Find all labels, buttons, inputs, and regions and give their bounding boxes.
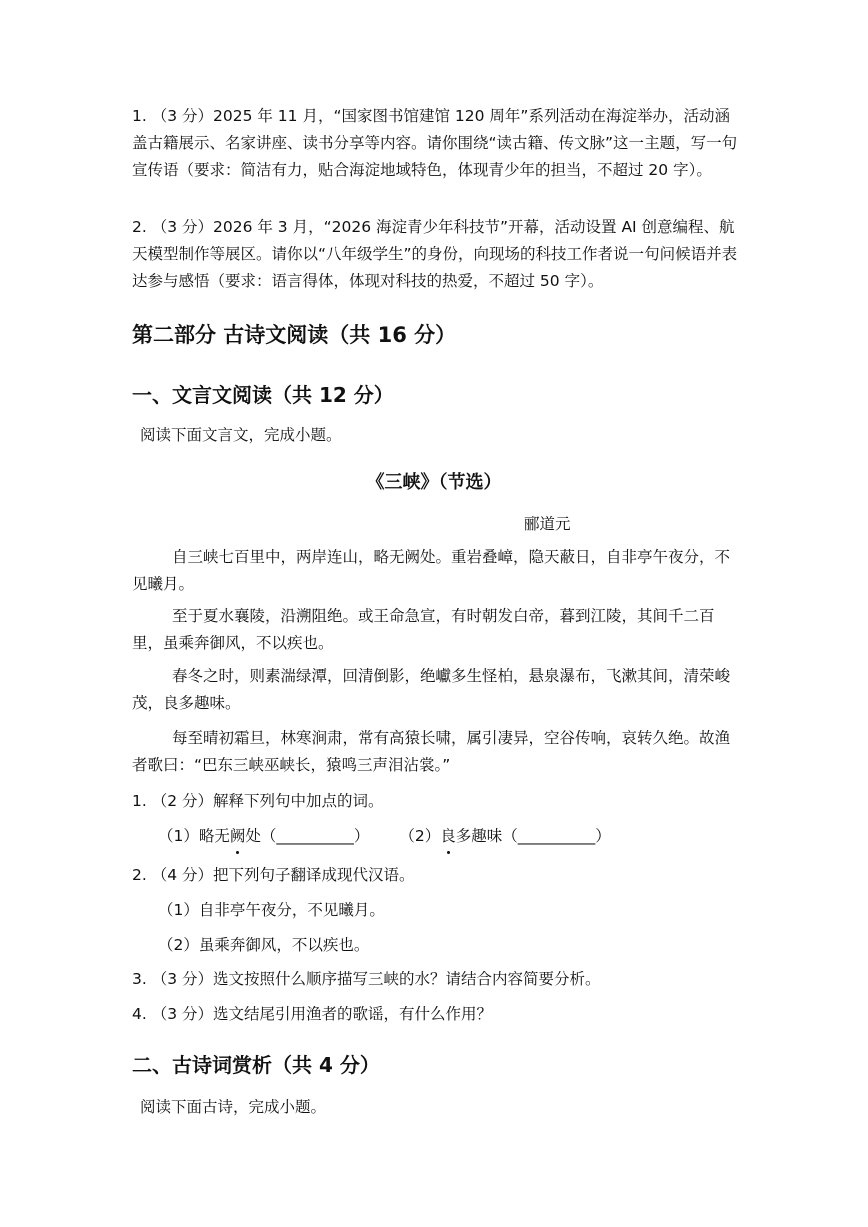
reading-question-3: 3. （3 分）选文按照什么顺序描写三峡的水？请结合内容简要分析。 <box>132 970 601 988</box>
reading-question-2-item-1: （1）自非亭午夜分，不见曦月。 <box>158 901 385 919</box>
item-2-prefix: （2） <box>399 827 441 845</box>
item-1-suffix: 处（__________） <box>245 827 370 845</box>
item-2-suffix: 多趣味（__________） <box>455 827 611 845</box>
reading-question-2: 2. （4 分）把下列句子翻译成现代汉语。 <box>132 866 415 884</box>
section-heading-poetry: 二、古诗词赏析（共 4 分） <box>132 1053 380 1077</box>
item-1-prefix: （1）略无 <box>158 827 230 845</box>
passage-paragraph: 春冬之时，则素湍绿潭，回清倒影，绝巘多生怪柏，悬泉瀑布，飞漱其间，清荣峻茂，良多趣味。 <box>132 667 731 712</box>
passage-paragraph: 至于夏水襄陵，沿溯阻绝。或王命急宣，有时朝发白帝，暮到江陵，其间千二百里，虽乘奔御风，不以疾也。 <box>132 607 715 652</box>
passage-author: 郦道元 <box>524 515 571 533</box>
passage-paragraph: 自三峡七百里中，两岸连山，略无阙处。重岩叠嶂，隐天蔽日，自非亭午夜分，不见曦月。 <box>132 548 731 593</box>
reading-question-1: 1. （2 分）解释下列句中加点的词。 <box>132 792 384 810</box>
passage-paragraph: 每至晴初霜旦，林寒涧肃，常有高猿长啸，属引凄异，空谷传响，哀转久绝。故渔者歌曰：“巴东三峡巫峡长，猿鸣三声泪沾裳。” <box>132 729 731 774</box>
section-instruction: 阅读下面古诗，完成小题。 <box>140 1098 327 1116</box>
section-instruction: 阅读下面文言文，完成小题。 <box>140 426 342 444</box>
question-1-prompt: 1. （3 分）2025 年 11 月，“国家图书馆建馆 120 周年”系列活动在海淀举办，活动涵盖古籍展示、名家讲座、读书分享等内容。请你围绕“读古籍、传文脉”这一主题，写一句宣传语（要求：简洁有力，贴合海淀地域特色，体现青少年的担当，不超过 20 字）。 <box>132 107 738 179</box>
question-2-prompt: 2. （3 分）2026 年 3 月，“2026 海淀青少年科技节”开幕，活动设置 AI 创意编程、航天模型制作等展区。请你以“八年级学生”的身份，向现场的科技工作者说一句问候语并表达参与感悟（要求：语言得体，体现对科技的热爱，不超过 50 字）。 <box>132 218 738 290</box>
passage-title: 《三峡》（节选） <box>366 472 502 493</box>
part-heading: 第二部分 古诗文阅读（共 16 分） <box>132 323 457 347</box>
section-heading-classical-prose: 一、文言文阅读（共 12 分） <box>132 383 394 407</box>
dotted-word: 良 <box>440 823 456 849</box>
dotted-word: 阙 <box>230 823 246 849</box>
reading-question-4: 4. （3 分）选文结尾引用渔者的歌谣，有什么作用？ <box>132 1005 493 1023</box>
reading-question-1-items <box>158 823 611 849</box>
reading-question-2-item-2: （2）虽乘奔御风，不以疾也。 <box>158 936 370 954</box>
